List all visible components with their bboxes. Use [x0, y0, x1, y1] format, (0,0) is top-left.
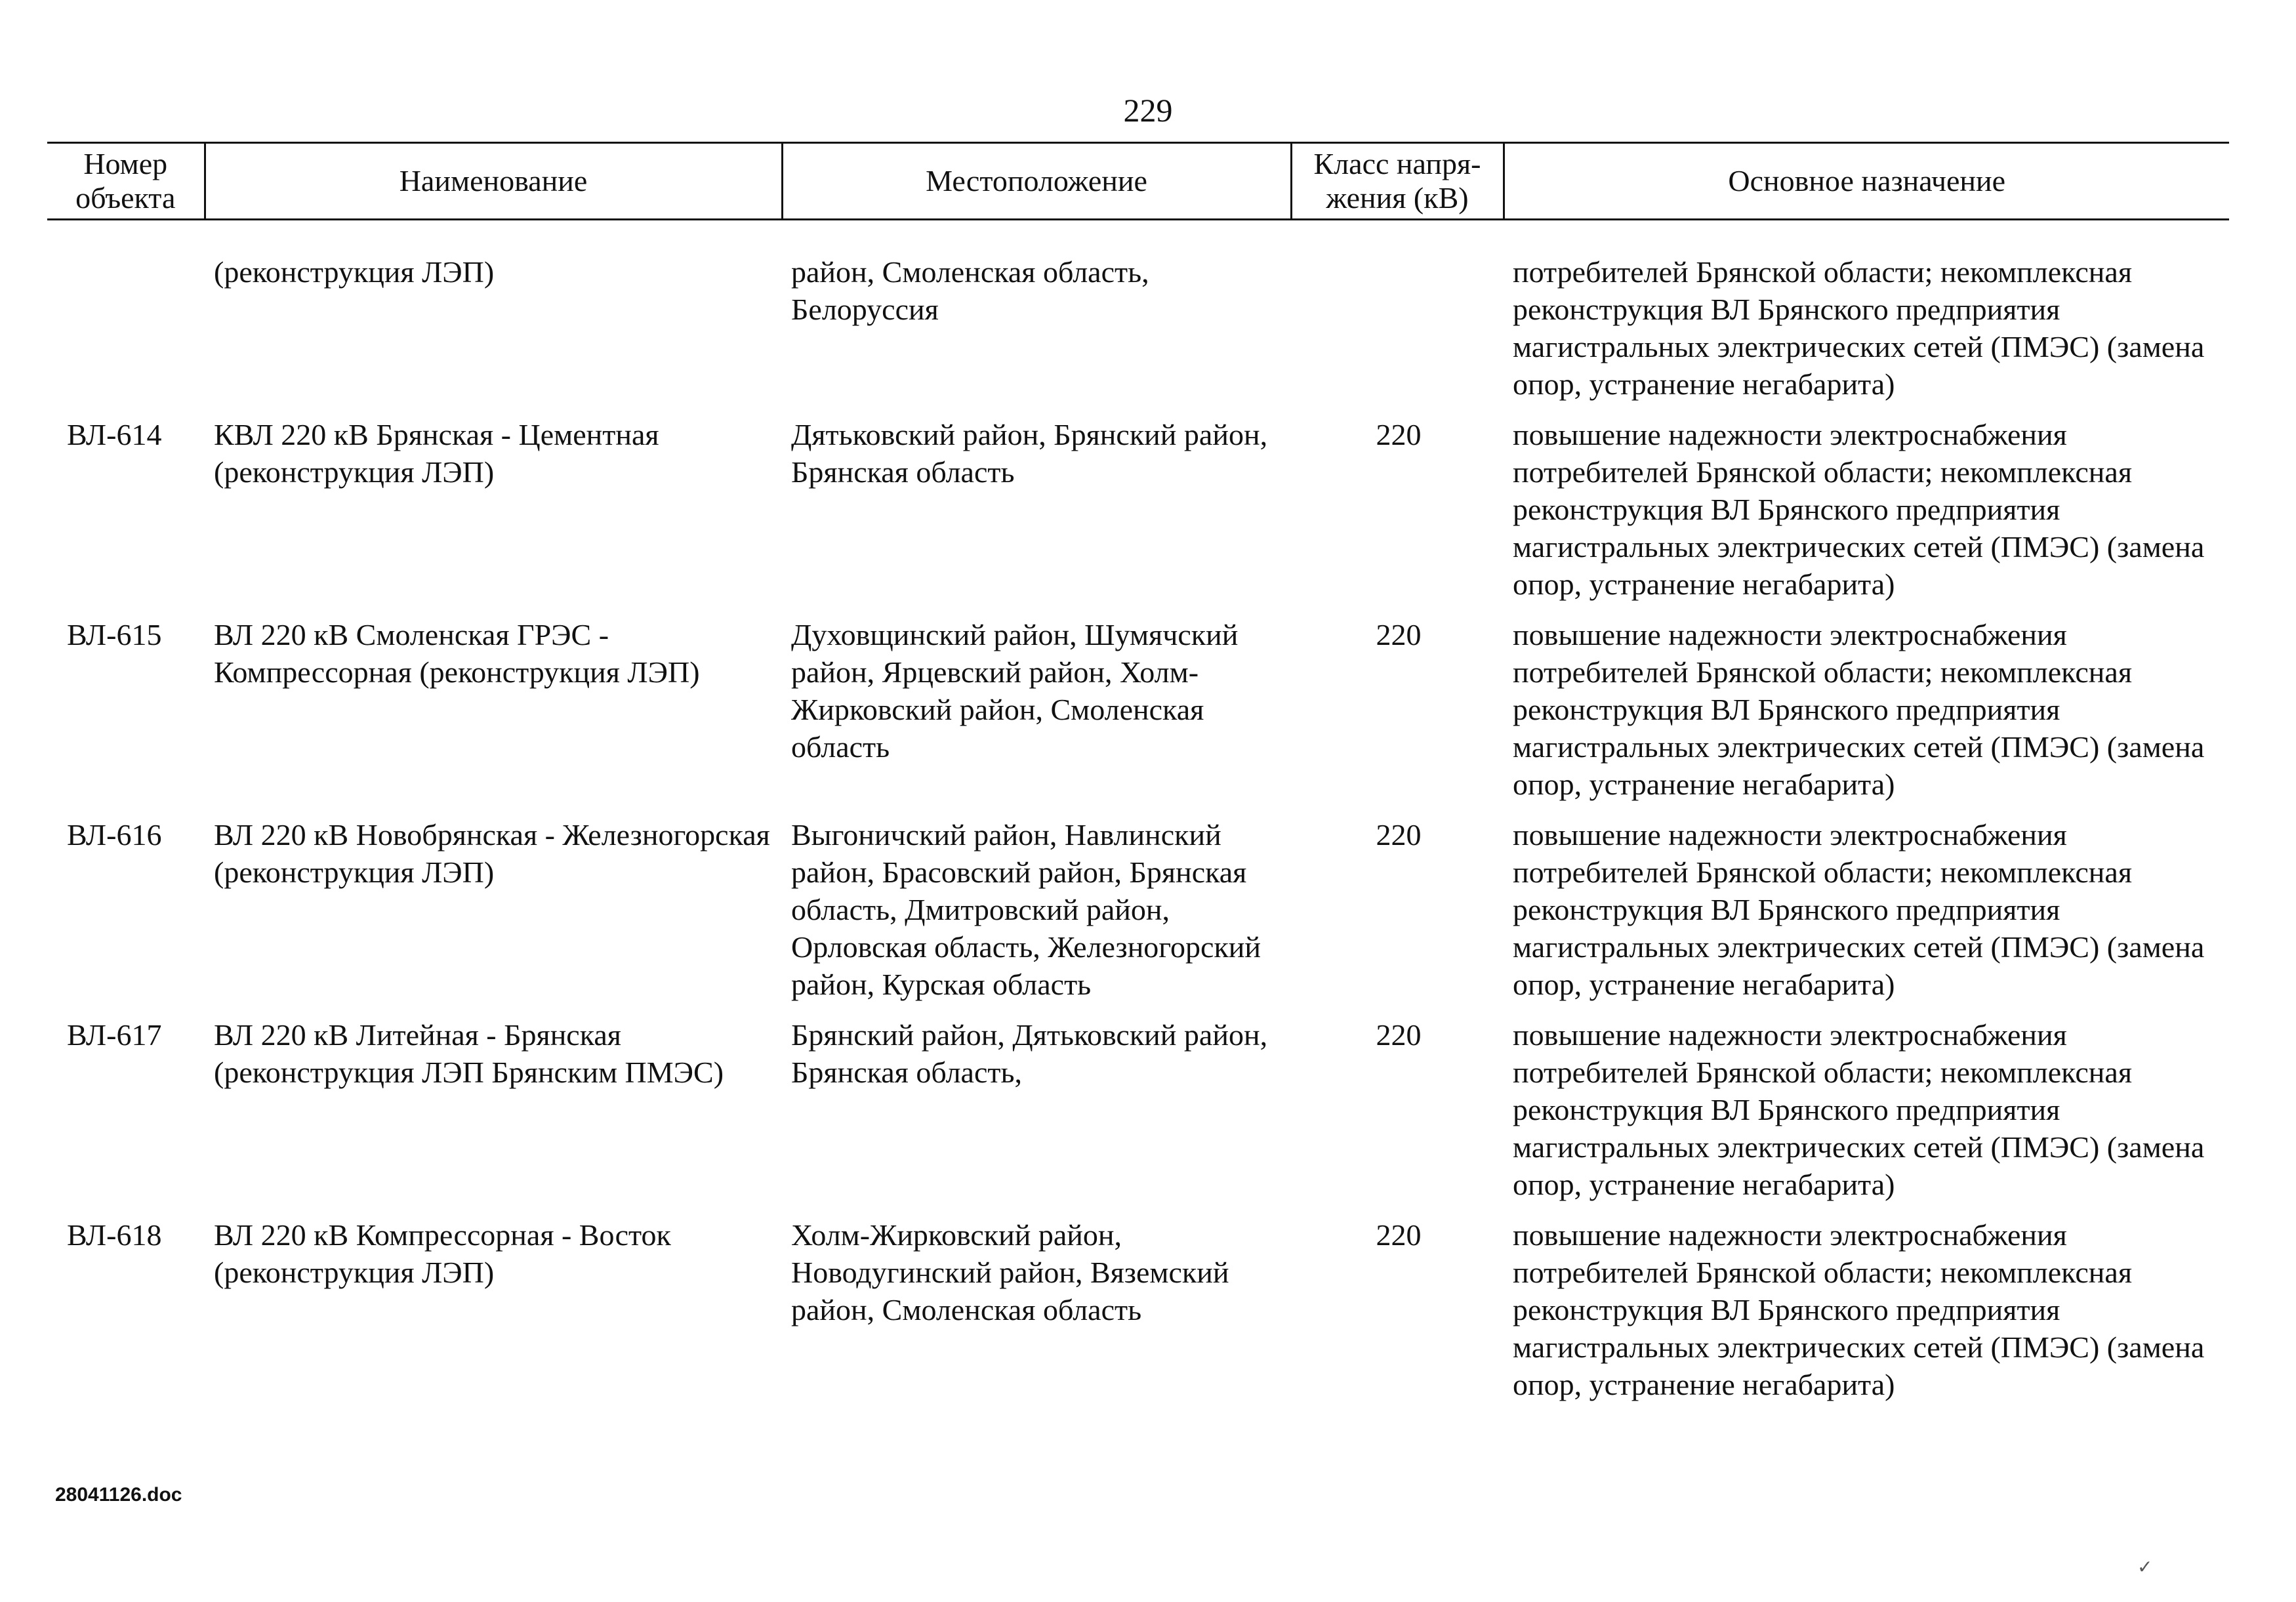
table-row — [47, 816, 2229, 1016]
table-row — [47, 616, 2229, 816]
cell-location: Духовщинский район, Шумячский район, Ярцевский район, Холм-Жирковский район, Смоленская область — [791, 618, 1239, 764]
cell-voltage: 220 — [1376, 818, 1422, 852]
cell-name: КВЛ 220 кВ Брянская - Цементная (реконструкция ЛЭП) — [214, 418, 659, 489]
cell-location: Брянский район, Дятьковский район, Брянская область, — [791, 1018, 1268, 1089]
cell-location: Выгоничский район, Навлинский район, Брасовский район, Брянская область, Дмитровский район, Орловская область, Железногорский район, Курская область — [791, 818, 1261, 1001]
table-row — [47, 1016, 2229, 1216]
cell-name: ВЛ 220 кВ Литейная - Брянская (реконструкция ЛЭП Брянским ПМЭС) — [214, 1018, 724, 1089]
table-row — [47, 1216, 2229, 1416]
cell-purpose: потребителей Брянской области; некомплексная реконструкция ВЛ Брянского предприятия магистральных электрических сетей (ПМЭС) (замена опор, устранение негабарита) — [1513, 255, 2205, 401]
table-row — [47, 253, 2229, 416]
cell-name: ВЛ 220 кВ Новобрянская - Железногорская (реконструкция ЛЭП) — [214, 818, 770, 889]
cell-object-number — [47, 253, 205, 416]
header-voltage-class: Класс напря-жения (кВ) — [1291, 143, 1504, 220]
cell-name: (реконструкция ЛЭП) — [214, 255, 495, 289]
cell-voltage: 220 — [1376, 418, 1422, 451]
header-purpose: Основное назначение — [1504, 143, 2229, 220]
cell-object-number: ВЛ-618 — [67, 1218, 162, 1252]
objects-table — [47, 142, 2229, 1416]
header-object-number: Номер объекта — [47, 143, 205, 220]
cell-purpose: повышение надежности электроснабжения потребителей Брянской области; некомплексная реконструкция ВЛ Брянского предприятия магистральных электрических сетей (ПМЭС) (замена опор, устранение негабарита) — [1513, 1218, 2205, 1401]
cell-name: ВЛ 220 кВ Компрессорная - Восток (реконструкция ЛЭП) — [214, 1218, 671, 1289]
cell-purpose: повышение надежности электроснабжения потребителей Брянской области; некомплексная реконструкция ВЛ Брянского предприятия магистральных электрических сетей (ПМЭС) (замена опор, устранение негабарита) — [1513, 418, 2205, 601]
table-row — [47, 416, 2229, 616]
cell-voltage: 220 — [1376, 1018, 1422, 1052]
cell-object-number: ВЛ-614 — [67, 418, 162, 451]
cell-location: Холм-Жирковский район, Новодугинский район, Вяземский район, Смоленская область — [791, 1218, 1229, 1326]
cell-voltage: 220 — [1376, 1218, 1422, 1252]
header-location: Местоположение — [782, 143, 1291, 220]
check-mark-icon: ✓ — [2137, 1557, 2153, 1578]
cell-object-number: ВЛ-616 — [67, 818, 162, 852]
cell-object-number: ВЛ-617 — [67, 1018, 162, 1052]
table-spacer — [47, 220, 2229, 254]
page-number: 229 — [1123, 92, 1173, 129]
cell-voltage — [1291, 253, 1504, 416]
cell-voltage: 220 — [1376, 618, 1422, 651]
cell-purpose: повышение надежности электроснабжения потребителей Брянской области; некомплексная реконструкция ВЛ Брянского предприятия магистральных электрических сетей (ПМЭС) (замена опор, устранение негабарита) — [1513, 1018, 2205, 1201]
cell-purpose: повышение надежности электроснабжения потребителей Брянской области; некомплексная реконструкция ВЛ Брянского предприятия магистральных электрических сетей (ПМЭС) (замена опор, устранение негабарита) — [1513, 818, 2205, 1001]
cell-purpose: повышение надежности электроснабжения потребителей Брянской области; некомплексная реконструкция ВЛ Брянского предприятия магистральных электрических сетей (ПМЭС) (замена опор, устранение негабарита) — [1513, 618, 2205, 801]
cell-location: Дятьковский район, Брянский район, Брянская область — [791, 418, 1268, 489]
footer-file-name: 28041126.doc — [55, 1484, 182, 1506]
cell-location: район, Смоленская область, Белоруссия — [791, 255, 1149, 326]
cell-object-number: ВЛ-615 — [67, 618, 162, 651]
cell-name: ВЛ 220 кВ Смоленская ГРЭС - Компрессорная (реконструкция ЛЭП) — [214, 618, 700, 689]
table-header-row — [47, 143, 2229, 220]
header-name: Наименование — [205, 143, 782, 220]
